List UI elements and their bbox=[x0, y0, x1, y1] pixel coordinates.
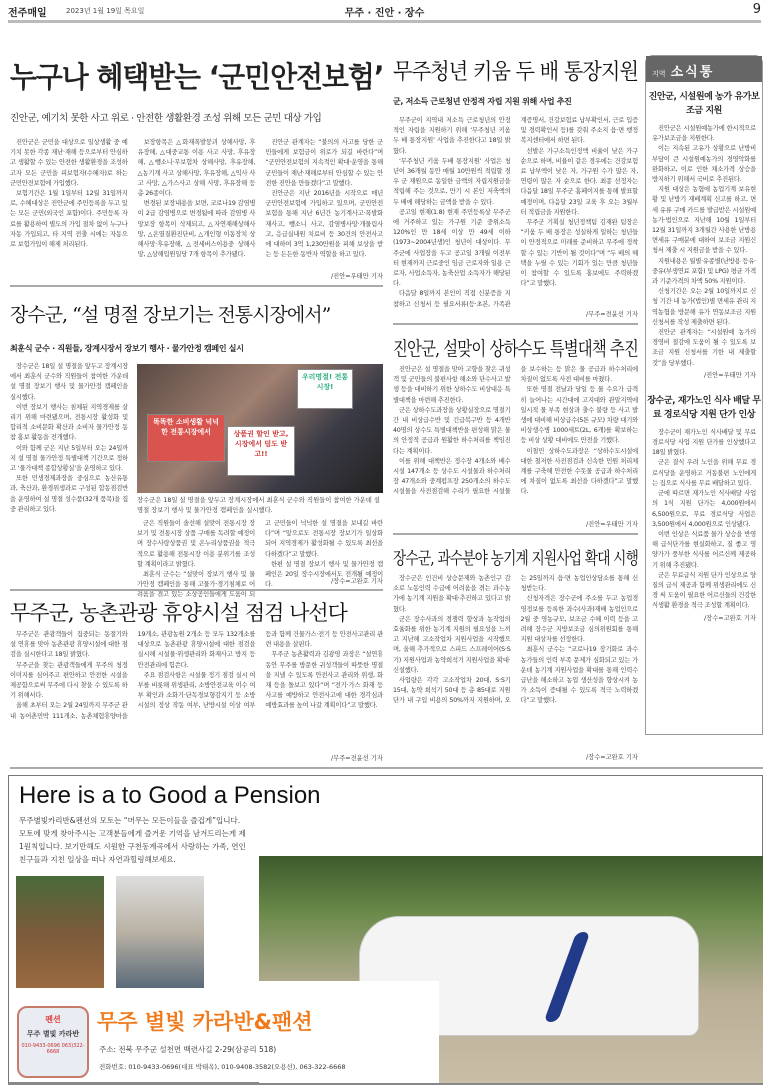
article-headline: 무주청년 키움 두 배 통장지원 bbox=[393, 60, 639, 85]
paragraph: 변경된 보장내용을 보면, 코로나19 감염병이 2급 감염병으로 변경됨에 따라 감염병 사망보장 항목이 삭제되고, △자연재해상해사망, △온열질환진단비, △개인형 이동장치 상해사망·후유장해, △전세버스이용중 상해사망, △상해입원일당 7개 항목이 추가됐다. bbox=[137, 200, 256, 259]
paragraph: 군은 상하수도과장을 상황실장으로 명절기간 내 비상급수반 및 긴급복구반 등 4개반 40명의 상수도 특별대책반을 편성해 맑은 물의 안정적 공급과 원활한 하수처리를 책임진다는 계획이다. bbox=[393, 406, 511, 455]
divider bbox=[393, 323, 638, 325]
divider bbox=[393, 533, 638, 535]
byline: /진안=우태만 기자 bbox=[586, 521, 638, 528]
paragraph: 이는 지속된 고유가 상황으로 난방비 부담이 큰 시설원예농가의 경영악화를 완화하고, 이로 인한 채소가격 상승을 방지하기 위해서 국비로 추진된다. bbox=[652, 145, 756, 184]
paragraph: 진안군은 지난 2016년을 시작으로 매년 군민안전보험에 가입하고 있으며, 군민안전보험을 통해 지난 6년간 농기계사고·폭발화재사고, 뺑소니 사고, 감염병사망·개물림사고, 응급실내원 치료비 등 30건의 안전사고에 대하여 3억 1,230만원을 피해 보상을 받는 등 든든한 동반자 역할을 하고 있다. bbox=[265, 190, 383, 259]
news-body bbox=[646, 124, 762, 369]
paragraph: 최훈식 군수는 “코로나19 장기화로 과수농가들의 인력 부족 문제가 심화되고 있는 가운데 농기계 지원사업을 확대를 통해 인력수급난을 해소하고 농업 생산성을 향상시켜 농가 소득이 증대될 수 있도록 적극 노력하겠다”고 말했다. bbox=[520, 646, 638, 705]
paragraph: ‘무주청년 키움 두배 통장지원’ 사업은 청년이 36개월 동안 매월 10만원씩 적립할 경우 군 재원으로 동일한 금액의 자립지원금을 적립해 주는 것으로, 만기 시 본인 저축액의 두 배에 해당하는 금액을 받을 수 있다. bbox=[393, 157, 511, 206]
article-headline: 장수군, 과수분야 농기계 지원사업 확대 시행 bbox=[393, 549, 639, 569]
sign-text: 010-9433-0696 063)322-6668 bbox=[21, 1043, 85, 1055]
caravan-stripe bbox=[544, 932, 591, 1022]
room-photo bbox=[116, 876, 204, 988]
paragraph: 진안군은 군민을 대상으로 일상생활 중 예기치 못한 각종 재난·재해 등으로부터 안심하고 생활할 수 있는 안전한 생활환경을 조성하고자 모든 군민을 피보험자(수혜자)로 하는 군민안전보험에 가입했다. bbox=[10, 139, 128, 187]
byline: /진안=우태만 기자 bbox=[331, 273, 383, 280]
ad-title: Here is a to Good a Pension bbox=[19, 782, 321, 809]
section-title: 무주 · 진안 · 장수 bbox=[344, 8, 425, 19]
sidebar-label: 소식통 bbox=[670, 65, 715, 80]
article-subhead: 군, 저소득 근로청년 안정적 자립 지원 위해 사업 추진 bbox=[393, 97, 572, 106]
sidebar-label-small: 지역 bbox=[652, 70, 666, 78]
article-headline: 진안군, 설맞이 상하수도 특별대책 추진 bbox=[393, 338, 639, 360]
paragraph: 최훈식 군수는 “설맞이 장보기 행사 및 물가안정 캠페인을 통해 고물가·경기침체로 어려움을 겪고 있는 소상공인들에게 도움이 되고 군민들이 넉넉한 설 명절을 보내길 바란다”며 “앞으로도 전통시장 장보기가 일상화되어 지역경제가 활성화될 수 있도록 최선을 다하겠다”고 말했다. bbox=[137, 520, 383, 599]
paragraph: 다음달 8일까지 본인이 직접 신분증을 지참하고 신청서 등 필요서류(등·초본, 가족관계증명서, 건강보험료 납부확인서, 근로 입증 및 경력확인서 등)를 갖춰 주소지 읍·면 행정복지센터에서 하면 된다. bbox=[393, 117, 638, 308]
paragraph: 무주군을 찾는 관광객들에게 무주의 청정 이미지를 심어주고 편안하고 안전한 시설을 제공함으로써 무주에 다시 찾을 수 있도록 하기 위해서다. bbox=[10, 661, 128, 700]
article-column bbox=[10, 630, 383, 763]
paragraph: 주요 점검사항은 시설물 정기 점검 실시 여부를 비롯해 위생관리, 소방안전교육 이수 여부 확인과 소화기·단독경보형감지기 등 소방시설의 정상 작동 여부, 난방시설 이상 여부 등과 함께 건물가스·전기 등 안전사고관리 관련 내용을 살핀다. bbox=[137, 631, 383, 710]
paragraph: 보장항목은 △화재폭발붕괴 상해사망, 후유장해, △대중교통 이용 사고 사망, 후유장해, △뺑소니·무보험차 상해사망, 후유장해, △농기계 사고 상해사망, 후유장해, △익사 사고 사망, △가스사고 상해 사망, 후유장해 등 총 26종이다. bbox=[137, 139, 256, 198]
paragraph: 선발은 가구소득인정액 비율이 낮은 가구 순으로 하며, 비율이 같은 경우에는 건강보험료 납부액이 낮은 자, 가구원 수가 많은 자, 연령이 많은 자 순으로 한다. 최종 선정자는 다음달 18일 무주군 홈페이지를 통해 발표할 예정이며, 다음달 23일 교육 후 오는 3월부터 적립금을 지원한다. bbox=[520, 147, 638, 216]
paragraph: 올해 초부터 오는 2월 24일까지 무주군 관내 농어촌민박 111개소, 농촌체험휴양마을 19개소, 관광농원 2개소 등 모두 132개소를 대상으로 농촌관광 휴양시설에 대한 점검을 실시해 시설물·위생관리와 화재사고 방지 등 안전관리에 힘쓴다. bbox=[10, 631, 256, 720]
paragraph: 또한 민생경제과장을 중심으로 농산유통과, 축산과, 환경위생과로 구성된 합동점검반을 운영하여 설 명절 성수품(32개 품목)을 집중 관리하고 있다. bbox=[10, 475, 128, 513]
paragraph: 이철민 상하수도과장은 “상하수도시설에 대한 철저한 사전점검과 신속한 민원 처리체계를 구축해 안전한 수돗물 공급과 하수처리에 차질이 없도록 최선을 다하겠다”고 말했다. bbox=[520, 447, 638, 496]
article-column bbox=[393, 574, 638, 762]
article-headline: 장수군, “설 명절 장보기는 전통시장에서” bbox=[10, 304, 331, 326]
paragraph: 신청기간은 오는 2월 10일까지로 신청 기간 내 농가(법인)별 면세유 관리 지역농협을 방문해 유가 연동보조금 지원 신청서를 작성 제출하면 된다. bbox=[652, 288, 756, 326]
byline: /장수=고완호 기자 bbox=[331, 578, 383, 585]
article-body bbox=[10, 630, 383, 754]
paragraph: 이번 장보기 행사는 침체된 지역경제를 살리기 위해 마련됐으며, 전통시장 활성화 및 합리적 소비문화 확산과 소비자 물가안정 동참 홍보 활동을 전개했다. bbox=[10, 403, 128, 442]
paragraph: 장수군이 재가노인 식사배달 및 무료 경로식당 사업 지원 단가를 인상했다고 18일 밝혔다. bbox=[652, 428, 756, 457]
page-number: 9 bbox=[752, 2, 761, 17]
news-title: 진안군, 시설원예 농가 유가보조금 지원 bbox=[648, 92, 760, 116]
paragraph: 군은 무료급식 지원 단가 인상으로 양질의 급식 제공과 함께 위생관리에도 신경 써 도움이 필요한 어르신들의 건강한 식생활 환경을 적극 조성할 계획이다. bbox=[652, 571, 756, 610]
pension-address: 주소: 전북 무주군 설천면 백련사길 2-29(삼공리 518) bbox=[99, 1045, 277, 1054]
issue-date: 2023년 1월 19일 목요일 bbox=[66, 7, 145, 15]
paragraph: 공고일 현재(1.8) 현재 주민등록상 무주군에 거주하고 있는 가구원 기준 중위소득 120%인 만 18세 이상 만 49세 이하(1973~2004년생)인 청년이 대상이다. 무주군에 사업장을 두고 공고일 3개월 이전부터 현재까지 근로중인 임금 근로자와 일용 근로자, 사업소득자, 농축산업 소득자가 해당된다. bbox=[393, 208, 511, 288]
paragraph: 한편 설 명절 장보기 행사 및 물가안정 캠페인은 20일 장수시장에서도 전개될 예정이다. bbox=[265, 560, 383, 589]
article-column bbox=[393, 365, 638, 529]
paragraph: 무주군 기획실 청년정책팀 김재완 팀장은 “키움 두 배 통장은 성실하게 일하는 청년들이 안정적으로 미래를 준비하고 무주에 정착할 수 있는 기반이 될 것이다”며 “두 배의 혜택을 누릴 수 있는 기회가 있는 만큼 청년들이 참여할 수 있도록 홍보에도 주력하겠다”고 말했다. bbox=[520, 219, 638, 288]
photo-sign: 똑똑한 소비생활 넉넉한 전통시장에서 bbox=[147, 414, 225, 462]
article-column bbox=[137, 496, 383, 599]
divider bbox=[10, 767, 763, 769]
photo-sign: 상품권 할인 받고, 시장에서 덤도 받고!! bbox=[227, 426, 295, 476]
article-body bbox=[10, 138, 383, 272]
article-body bbox=[393, 116, 638, 310]
article-column bbox=[393, 116, 638, 319]
article-body bbox=[10, 362, 128, 586]
paragraph: 장수군은 인건비 상승문제와 농촌인구 감소로 노동인력 수급에 어려움을 겪는 과수농가에 농기계 지원을 확대·추진하고 있다고 밝혔다. bbox=[393, 575, 511, 613]
article-body bbox=[393, 365, 638, 520]
market-campaign-photo bbox=[137, 364, 383, 493]
paragraph: 또한 명절 전날과 당일 등 물 수요가 급격히 늘어나는 시간대에 고지대와 관말지역에 일시적 물 부족 현상과 출수 불량 등 사고 발생에 대비해 비상급수(5톤 규모) 차량 대기와 비상생수병 1000세트(2L, 6개)를 확보하는 등 비상 상황 대비에도 만전을 기했다. bbox=[520, 386, 638, 445]
divider bbox=[10, 285, 383, 287]
divider bbox=[10, 589, 383, 591]
paragraph: 사업량은 각각 고소작업차 20대, S·S기 15대, 농약 희석기 50대 등 총 85대로 지원 단가 내 구입 비용의 50%까지 지원하며, 오는 25일까지 읍·면 농업인상담소를 통해 신청받는다. bbox=[393, 575, 638, 705]
news-body bbox=[646, 428, 762, 612]
article-subhead: 진안군, 예기치 못한 사고 위로 · 안전한 생활환경 조성 위해 모든 군민 대상 가입 bbox=[10, 113, 322, 124]
paragraph: 무주군이 지역내 저소득 근로청년의 안정적인 자립을 지원하기 위해 ‘무주청년 키움 두 배 통장지원’ 사업을 추진한다고 18일 밝혔다. bbox=[393, 117, 511, 155]
paragraph: 무주군 농촌활력과 김광영 과장은 “설연휴 동안 무주를 방문한 귀성객들이 따뜻한 명절을 지낼 수 있도록 안전사고 관리와 위생, 화재 등을 돌보고 있다”며 “전기·가스 화재 등 사고를 예방하고 안전사고에 대한 경각심과 예방효과를 높여 나갈 계획이다”고 말했다. bbox=[265, 651, 383, 710]
pension-sign-photo bbox=[17, 1006, 89, 1078]
pension-phone: 전화번호: 010-9433-0696(대표 박태옥), 010-9408-3582(오용선), 063-322-6668 bbox=[99, 1063, 346, 1071]
article-subhead: 최훈식 군수 · 직원들, 장계시장서 장보기 행사 · 물가안정 캠페인 실시 bbox=[10, 344, 244, 353]
paragraph: 군은 결식 우려 노인을 위해 무료 경로식당을 운영하고 거동불편 노인에게는 집으로 식사를 무료 배달하고 있다. bbox=[652, 459, 756, 487]
article-body bbox=[393, 574, 638, 753]
paragraph: 지원내용은 월별·유종별(난방용 등유·중유(부생연료 포함) 및 LPG) 평균 가격과 기준가격의 차액 50% 지원이다. bbox=[652, 257, 756, 286]
deck-photo bbox=[16, 876, 104, 988]
paragraph: 이와 함께 군은 지난 5일부터 오는 24일까지 설 명절 물가안정 특별대책 기간으로 정하고 ‘물가대책 종합상황실’을 운영하고 있다. bbox=[10, 444, 128, 473]
byline: /진안=우태만 기자 bbox=[704, 371, 756, 379]
paragraph: 보험기간은 1월 1일부터 12월 31일까지로, 수혜대상은 진안군에 주민등록을 두고 있는 모든 군민(외국인 포함)이다. 주민등록 자료를 활용하여 별도의 가입 절차 없이 누구나 자동 가입되고, 타 지역 전출 시에는 자동으로 보험가입이 해제 처리된다. bbox=[10, 190, 128, 249]
ad-description: 무주별빛카리반&펜션의 모토는 “머무는 모든이들을 즐겁게”입니다. 모토에 맞게 찾아주시는 고객분들에게 즐거운 기억을 남겨드리는게 제1원칙입니다. 보기만해도 시원한 구천동계곡에서 사랑하는 가족, 연인 친구들과 지친 일상을 떠나 자연과힐링해보세요. bbox=[19, 816, 246, 864]
paragraph: 군은 장수사과의 경쟁력 향상과 농작업의 효율화를 위한 농기계 지원의 필요성을 느끼고 지난해 고소작업차 지원사업을 시작했으며, 올해 추가적으로 스피드 스프레이어(S·S기) 지원사업과 농약희석기 지원사업을 확대·신설했다. bbox=[393, 615, 511, 674]
article-column bbox=[10, 138, 383, 281]
pension-advertisement bbox=[8, 775, 763, 1085]
paragraph: 무주군은 관광객들이 집중되는 동절기와 설 연휴를 맞아 농촌관광 휴양시설에 대한 점검을 실시한다고 18일 밝혔다. bbox=[10, 631, 128, 659]
article-headline: 누구나 혜택받는 ‘군민안전보험’ bbox=[10, 60, 384, 94]
sign-text: 펜션 bbox=[45, 1015, 61, 1024]
paragraph: 신청자격은 장수군에 주소를 두고 농업경영정보를 등록한 과수(사과)재배 농업인으로 2월 중 영농규모, 보조금 수혜 이력 등을 고려해 장수군 지방보조금 심의위원회를 통해 지원 대상자를 선정한다. bbox=[520, 595, 638, 644]
paragraph: 이를 위해 대책반은 정수장 4개소와 배수시설 147개소 등 상수도 시설물과 하수처리장 47개소와 중계펌프장 250개소의 하수도 시설물을 사전점검해 수리가 필요한 시설물을 보수하는 등 맑은 물 공급과 하수처리에 차질이 없도록 사전 대비를 마쳤다. bbox=[393, 366, 638, 496]
paragraph: 지원 대상은 농협에 농업기계 보유현황 및 난방기 재배계획 신고를 하고, 면세 유류 구매 카드를 발급받은 시설원예 농가·법인으로 지난해 10월 1일부터 12월 31일까지 3개월간 사용한 난방용 면세유 구매분에 대하여 보조금 지원신청서 제출 시 지원금을 받을 수 있다. bbox=[652, 186, 756, 255]
header-divider bbox=[8, 20, 761, 23]
paragraph: 진안군은 시설원예농가에 한시적으로 유가보조금을 지원한다. bbox=[652, 125, 756, 143]
paragraph: 장수군은 18일 설 명절을 앞두고 장계시장에서 최훈식 군수와 직원들이 참여한 가운데 설 명절 장보기 행사 및 물가안정 캠페인을 실시했다. bbox=[10, 363, 128, 401]
pension-name: 무주 별빛 카라반&팬션 bbox=[97, 1010, 313, 1034]
photo-caption: 장수군은 18일 설 명절을 앞두고 장계시장에서 최훈식 군수와 직원들이 참여한 가운데 설 명절 장보기 행사 및 물가안정 캠페인을 실시했다. bbox=[137, 497, 380, 514]
byline: /장수=고완호 기자 bbox=[586, 754, 638, 761]
local-news-sidebar bbox=[645, 55, 763, 735]
paragraph: 이번 인상은 식료품 물가 상승을 반영해 급식단가를 현실화하고, 질 좋고 영양가가 풍부한 식사를 어르신께 제공하기 위해 추진됐다. bbox=[652, 530, 756, 569]
sidebar-header bbox=[646, 56, 762, 82]
byline: /장수=고완호 기자 bbox=[704, 614, 756, 622]
photo-sign: 우리명절! 전통시장! bbox=[297, 369, 353, 409]
paragraph: 군에 따르면 재가노인 식사배달 사업의 1식 지원 단가는 4,000원에서 6,500원으로, 무료 경로식당 사업은 3,500원에서 4,000원으로 인상됐다. bbox=[652, 490, 756, 528]
sign-text: 무주 별빛 카라반 bbox=[26, 1030, 80, 1038]
byline: /무주=전윤선 기자 bbox=[586, 311, 638, 318]
newspaper-name: 전주매일 bbox=[8, 8, 47, 19]
news-title: 장수군, 재가노인 식사 배달 무료 경로식당 지원 단가 인상 bbox=[647, 395, 761, 420]
paragraph: 진안군 관계자는 “시설원예 농가의 경영비 절감에 도움이 될 수 있도록 보조금 지원 신청서를 기한 내 제출할 것”을 당부했다. bbox=[652, 329, 756, 367]
paragraph: 군은 직원들이 솔선해 설맞이 전통시장 장보기 및 전통시장 상품 구매를 독려할 예정이며 장수사랑상품권 및 온누리상품권을 적극적으로 활용해 전통시장 이용 분위기를 조성할 계획이라고 밝혔다. bbox=[137, 520, 255, 568]
paragraph: 진안군 관계자는 “불의의 사고를 당한 군민들에게 보험금이 위로가 되길 바란다”며 “군민안전보험의 지속적인 확대·운영을 통해 군민들이 재난·재해로부터 안심할 수 있는 안전한 진안을 만들겠다”고 말했다. bbox=[265, 139, 383, 187]
paragraph: 진안군은 설 명절을 맞아 고향을 찾은 귀성객 및 군민들의 불편사항 해소와 단수사고 발생 등을 대비하기 위한 상하수도 비상대응 특별대책을 마련해 추진한다. bbox=[393, 366, 511, 404]
article-headline: 무주군, 농촌관광 휴양시설 점검 나선다 bbox=[10, 601, 347, 625]
byline: /무주=전윤선 기자 bbox=[331, 755, 383, 762]
